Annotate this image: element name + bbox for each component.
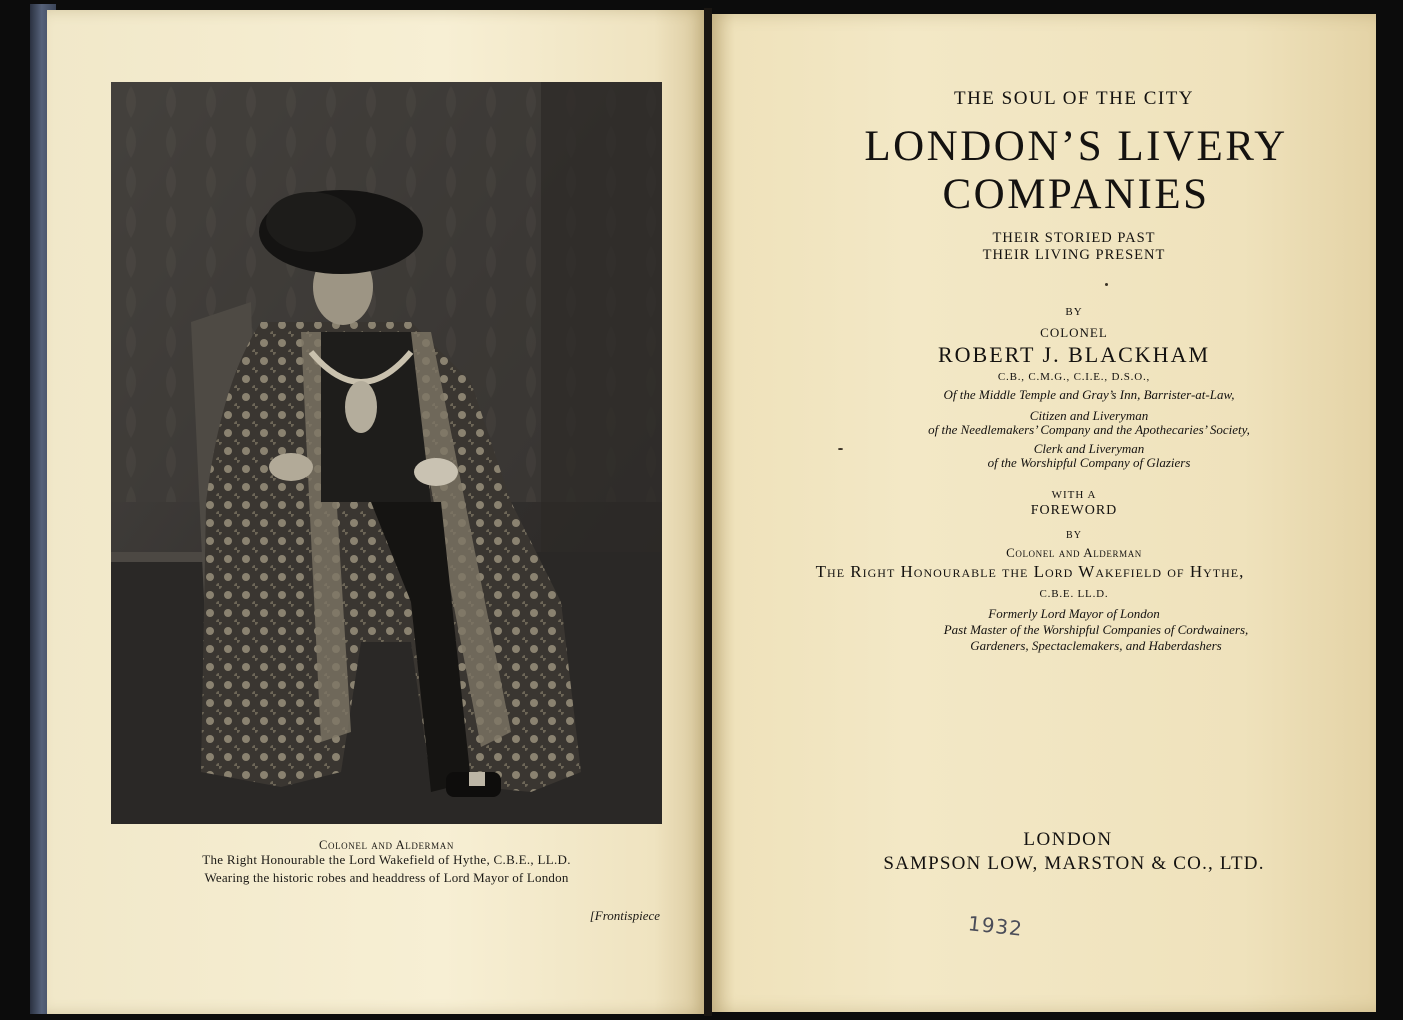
publication-place: LONDON — [1023, 829, 1113, 850]
foreword-author-name: The Right Honourable the Lord Wakefield of Hythe, — [815, 562, 1245, 581]
publisher-name: SAMPSON LOW, MARSTON & CO., LTD. — [883, 853, 1265, 874]
author-credential: of the Needlemakers’ Company and the Apothecaries’ Society, — [928, 422, 1250, 437]
foreword-author-rank: Colonel and Alderman — [1006, 545, 1142, 560]
foreword-author-credential: Formerly Lord Mayor of London — [988, 606, 1160, 621]
foreword-label: FOREWORD — [1030, 503, 1118, 518]
with-a-label: WITH A — [1051, 489, 1097, 501]
caption-name: The Right Honourable the Lord Wakefield of Hythe, C.B.E., LL.D. — [202, 852, 571, 867]
caption-description: Wearing the historic robes and headdress of Lord Mayor of London — [204, 870, 569, 885]
foreword-author-credential: Past Master of the Worshipful Companies of Cordwainers, — [943, 622, 1249, 637]
paper-speck — [838, 448, 843, 450]
book-gutter — [704, 8, 712, 1016]
frontispiece-photo — [111, 82, 662, 824]
author-rank: COLONEL — [1040, 325, 1108, 340]
author-credential: Clerk and Liveryman — [1033, 441, 1145, 456]
author-credential: Of the Middle Temple and Gray’s Inn, Barrister-at-Law, — [943, 387, 1235, 402]
paper-speck — [1105, 283, 1108, 286]
author-name: ROBERT J. BLACKHAM — [937, 342, 1211, 367]
book-title-line1: LONDON’S LIVERY — [864, 123, 1288, 170]
book-title-line2: COMPANIES — [942, 171, 1210, 218]
series-title: THE SOUL OF THE CITY — [953, 88, 1195, 109]
by-label-2: BY — [1066, 530, 1082, 541]
caption-title: Colonel and Alderman — [319, 838, 454, 852]
author-honours: C.B., C.M.G., C.I.E., D.S.O., — [997, 371, 1151, 383]
author-credential: Citizen and Liveryman — [1029, 408, 1149, 423]
by-label: BY — [1065, 306, 1083, 318]
handwritten-year: 1932 — [966, 911, 1025, 941]
author-credential: of the Worshipful Company of Glaziers — [987, 455, 1191, 470]
subtitle-line2: THEIR LIVING PRESENT — [982, 247, 1166, 263]
frontispiece-label: [Frontispiece — [589, 908, 660, 923]
foreword-author-credential: Gardeners, Spectaclemakers, and Haberdashers — [970, 638, 1222, 653]
foreword-author-honours: C.B.E. LL.D. — [1039, 588, 1109, 600]
subtitle-line1: THEIR STORIED PAST — [992, 230, 1156, 246]
